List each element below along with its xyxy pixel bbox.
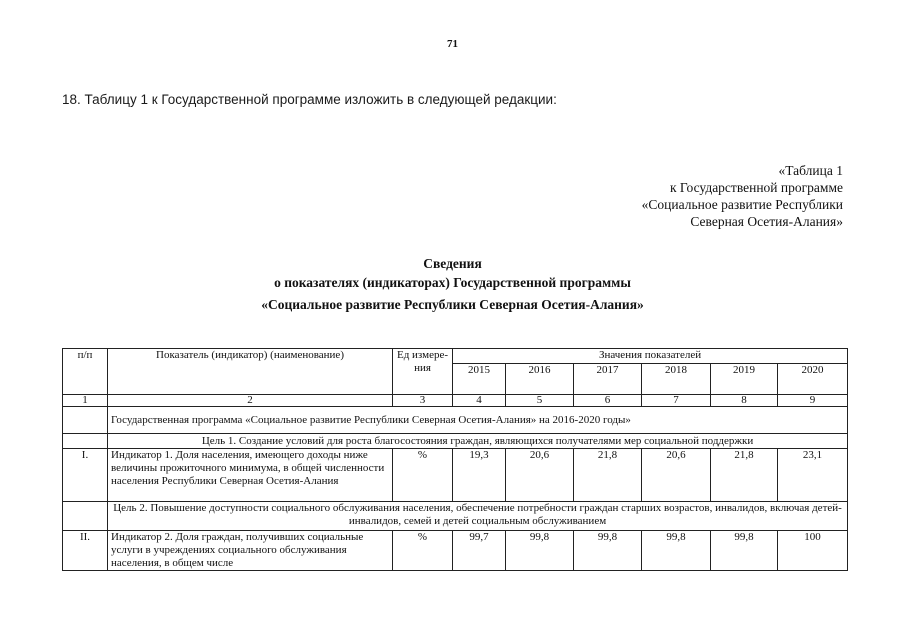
header-num: п/п xyxy=(63,349,108,395)
column-number: 3 xyxy=(393,395,453,407)
indicator-1-name: Индикатор 1. Доля населения, имеющего доходы ниже величины прожиточного минимума, в общей численности населения Республики Северная Осетия-Алания xyxy=(108,449,393,502)
header-year: 2018 xyxy=(642,364,711,395)
goal-2-row xyxy=(63,502,848,531)
page-number: 71 xyxy=(447,38,458,50)
column-number: 9 xyxy=(778,395,848,407)
column-number: 8 xyxy=(711,395,778,407)
indicator-2-row xyxy=(63,531,848,571)
column-numbers-row xyxy=(63,395,848,407)
goal-1-row xyxy=(63,434,848,449)
header-year: 2017 xyxy=(574,364,642,395)
attachment-line-2: к Государственной программе xyxy=(669,180,843,195)
indicator-2-value: 99,8 xyxy=(574,531,642,571)
indicator-1-value: 21,8 xyxy=(574,449,642,502)
attachment-line-1: «Таблица 1 xyxy=(778,163,843,178)
table-heading xyxy=(0,254,905,314)
indicator-1-unit: % xyxy=(393,449,453,502)
goal-2-text: Цель 2. Повышение доступности социального обслуживания населения, обеспечение потребности граждан старших возрастов, инвалидов, включая детей-инвалидов, семей и детей социальным обслуживанием xyxy=(108,502,848,531)
heading-line-3: «Социальное развитие Республики Северная Осетия-Алания» xyxy=(261,297,644,312)
empty-cell xyxy=(63,434,108,449)
goal-1-text: Цель 1. Создание условий для роста благосостояния граждан, являющихся получателями мер социальной поддержки xyxy=(108,434,848,449)
column-number: 6 xyxy=(574,395,642,407)
program-title: Государственная программа «Социальное развитие Республики Северная Осетия-Алания» на 2016-2020 годы» xyxy=(108,407,848,434)
header-unit: Ед измере-ния xyxy=(393,349,453,395)
header-year: 2015 xyxy=(453,364,506,395)
indicators-table xyxy=(62,348,848,571)
attachment-line-3: «Социальное развитие Республики xyxy=(641,197,843,212)
heading-line-1: Сведения xyxy=(423,256,482,271)
column-number: 4 xyxy=(453,395,506,407)
column-number: 5 xyxy=(506,395,574,407)
indicator-1-value: 23,1 xyxy=(778,449,848,502)
indicator-1-value: 21,8 xyxy=(711,449,778,502)
header-year: 2020 xyxy=(778,364,848,395)
intro-text: 18. Таблицу 1 к Государственной программе изложить в следующей редакции: xyxy=(62,92,557,107)
indicator-2-value: 99,8 xyxy=(642,531,711,571)
attachment-note xyxy=(642,162,843,230)
indicator-2-value: 99,8 xyxy=(711,531,778,571)
heading-line-2: о показателях (индикаторах) Государственной программы xyxy=(274,275,631,290)
column-number: 2 xyxy=(108,395,393,407)
indicator-2-value: 100 xyxy=(778,531,848,571)
column-number: 7 xyxy=(642,395,711,407)
indicator-1-value: 19,3 xyxy=(453,449,506,502)
indicator-2-num: II. xyxy=(63,531,108,571)
indicator-2-name: Индикатор 2. Доля граждан, получивших социальные услуги в учреждениях социального обслуживания населения, в общем числе xyxy=(108,531,393,571)
header-year: 2016 xyxy=(506,364,574,395)
indicator-1-num: I. xyxy=(63,449,108,502)
indicator-1-row xyxy=(63,449,848,502)
header-row xyxy=(63,349,848,364)
attachment-line-4: Северная Осетия-Алания» xyxy=(690,214,843,229)
indicator-1-value: 20,6 xyxy=(506,449,574,502)
header-values: Значения показателей xyxy=(453,349,848,364)
program-row xyxy=(63,407,848,434)
empty-cell xyxy=(63,407,108,434)
column-number: 1 xyxy=(63,395,108,407)
indicator-1-value: 20,6 xyxy=(642,449,711,502)
indicator-2-value: 99,8 xyxy=(506,531,574,571)
empty-cell xyxy=(63,502,108,531)
header-indicator: Показатель (индикатор) (наименование) xyxy=(108,349,393,395)
indicator-2-value: 99,7 xyxy=(453,531,506,571)
indicator-2-unit: % xyxy=(393,531,453,571)
header-year: 2019 xyxy=(711,364,778,395)
